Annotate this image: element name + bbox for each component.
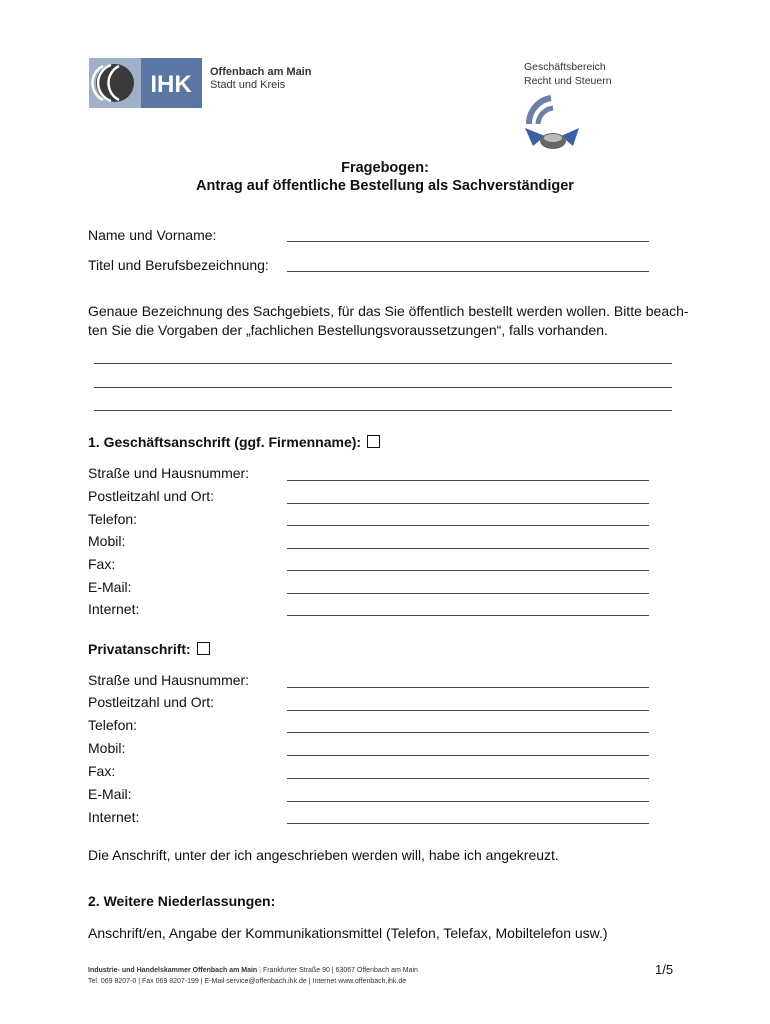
- dept-line1: Geschäftsbereich: [524, 61, 606, 73]
- private-phone-field[interactable]: [287, 732, 649, 733]
- ihk-logo-text: IHK: [150, 71, 192, 98]
- business-street-label: Straße und Hausnummer:: [88, 465, 250, 481]
- business-phone-field[interactable]: [287, 525, 649, 526]
- subject-line2: ten Sie die Vorgaben der „fachlichen Bestellungsvoraussetzungen“, falls vorhanden.: [88, 322, 608, 338]
- address-note: Die Anschrift, unter der ich angeschrieben werden will, habe ich angekreuzt.: [88, 847, 559, 863]
- department-logo: [521, 94, 585, 154]
- private-internet-label: Internet:: [88, 809, 140, 825]
- branches-text: Anschrift/en, Angabe der Kommunikationsmittel (Telefon, Telefax, Mobiltelefon usw.): [88, 925, 608, 941]
- business-address-heading: [88, 434, 380, 450]
- private-mobile-label: Mobil:: [88, 740, 126, 756]
- business-postal-field[interactable]: [287, 503, 649, 504]
- business-email-label: E-Mail:: [88, 579, 132, 595]
- business-email-field[interactable]: [287, 593, 649, 594]
- footer-org: Industrie- und Handelskammer Offenbach am Main: [88, 967, 258, 974]
- form-subtitle: Antrag auf öffentliche Bestellung als Sachverständiger: [196, 178, 574, 194]
- title-label: Titel und Berufsbezeichnung:: [88, 257, 269, 273]
- business-address-heading-text: 1. Geschäftsanschrift (ggf. Firmenname):: [88, 434, 362, 450]
- business-fax-label: Fax:: [88, 556, 116, 572]
- ihk-logo: [89, 58, 202, 108]
- private-postal-label: Postleitzahl und Ort:: [88, 694, 215, 710]
- name-field[interactable]: [287, 241, 649, 242]
- name-label: Name und Vorname:: [88, 227, 217, 243]
- business-postal-label: Postleitzahl und Ort:: [88, 488, 215, 504]
- branches-heading: 2. Weitere Niederlassungen:: [88, 893, 276, 909]
- business-mobile-label: Mobil:: [88, 533, 126, 549]
- business-fax-field[interactable]: [287, 570, 649, 571]
- private-fax-label: Fax:: [88, 763, 116, 779]
- business-mobile-field[interactable]: [287, 548, 649, 549]
- org-line2: Stadt und Kreis: [210, 79, 286, 91]
- private-internet-field[interactable]: [287, 823, 649, 824]
- private-fax-field[interactable]: [287, 778, 649, 779]
- footer-contact: Tel. 069 8207-0 | Fax 069 8207-199 | E-Mail service@offenbach.ihk.de | Internet www.offenbach.ihk.de: [88, 978, 407, 985]
- form-title: Fragebogen:: [341, 160, 429, 176]
- private-email-label: E-Mail:: [88, 786, 132, 802]
- business-phone-label: Telefon:: [88, 511, 138, 527]
- subject-instructions: [88, 302, 700, 340]
- footer-address: Frankfurter Straße 90 | 63067 Offenbach am Main: [262, 967, 418, 974]
- org-line1: Offenbach am Main: [210, 66, 312, 78]
- business-internet-field[interactable]: [287, 615, 649, 616]
- department: [524, 60, 612, 88]
- private-email-field[interactable]: [287, 801, 649, 802]
- subject-line1: Genaue Bezeichnung des Sachgebiets, für das Sie öffentlich bestellt werden wollen. Bitte beach-: [88, 303, 689, 319]
- private-street-label: Straße und Hausnummer:: [88, 672, 250, 688]
- subject-field-3[interactable]: [94, 410, 672, 411]
- footer: Industrie- und Handelskammer Offenbach am Main | Frankfurter Straße 90 | 63067 Offenbach am Main Tel. 069 8207-0 | Fax 069 8207-199 | E-Mail service@offenbach.ihk.de | Internet www.offenbach.ihk.de: [88, 967, 418, 985]
- subject-field-1[interactable]: [94, 363, 672, 364]
- private-address-heading: [88, 641, 210, 657]
- private-address-checkbox[interactable]: [197, 642, 210, 655]
- private-postal-field[interactable]: [287, 710, 649, 711]
- subject-field-2[interactable]: [94, 387, 672, 388]
- dept-line2: Recht und Steuern: [524, 75, 612, 87]
- private-street-field[interactable]: [287, 687, 649, 688]
- private-phone-label: Telefon:: [88, 717, 138, 733]
- title-field[interactable]: [287, 271, 649, 272]
- private-address-heading-text: Privatanschrift:: [88, 641, 191, 657]
- org-name: [210, 66, 311, 92]
- business-address-checkbox[interactable]: [367, 435, 380, 448]
- business-internet-label: Internet:: [88, 601, 140, 617]
- business-street-field[interactable]: [287, 480, 649, 481]
- page-number: 1/5: [655, 962, 674, 977]
- private-mobile-field[interactable]: [287, 755, 649, 756]
